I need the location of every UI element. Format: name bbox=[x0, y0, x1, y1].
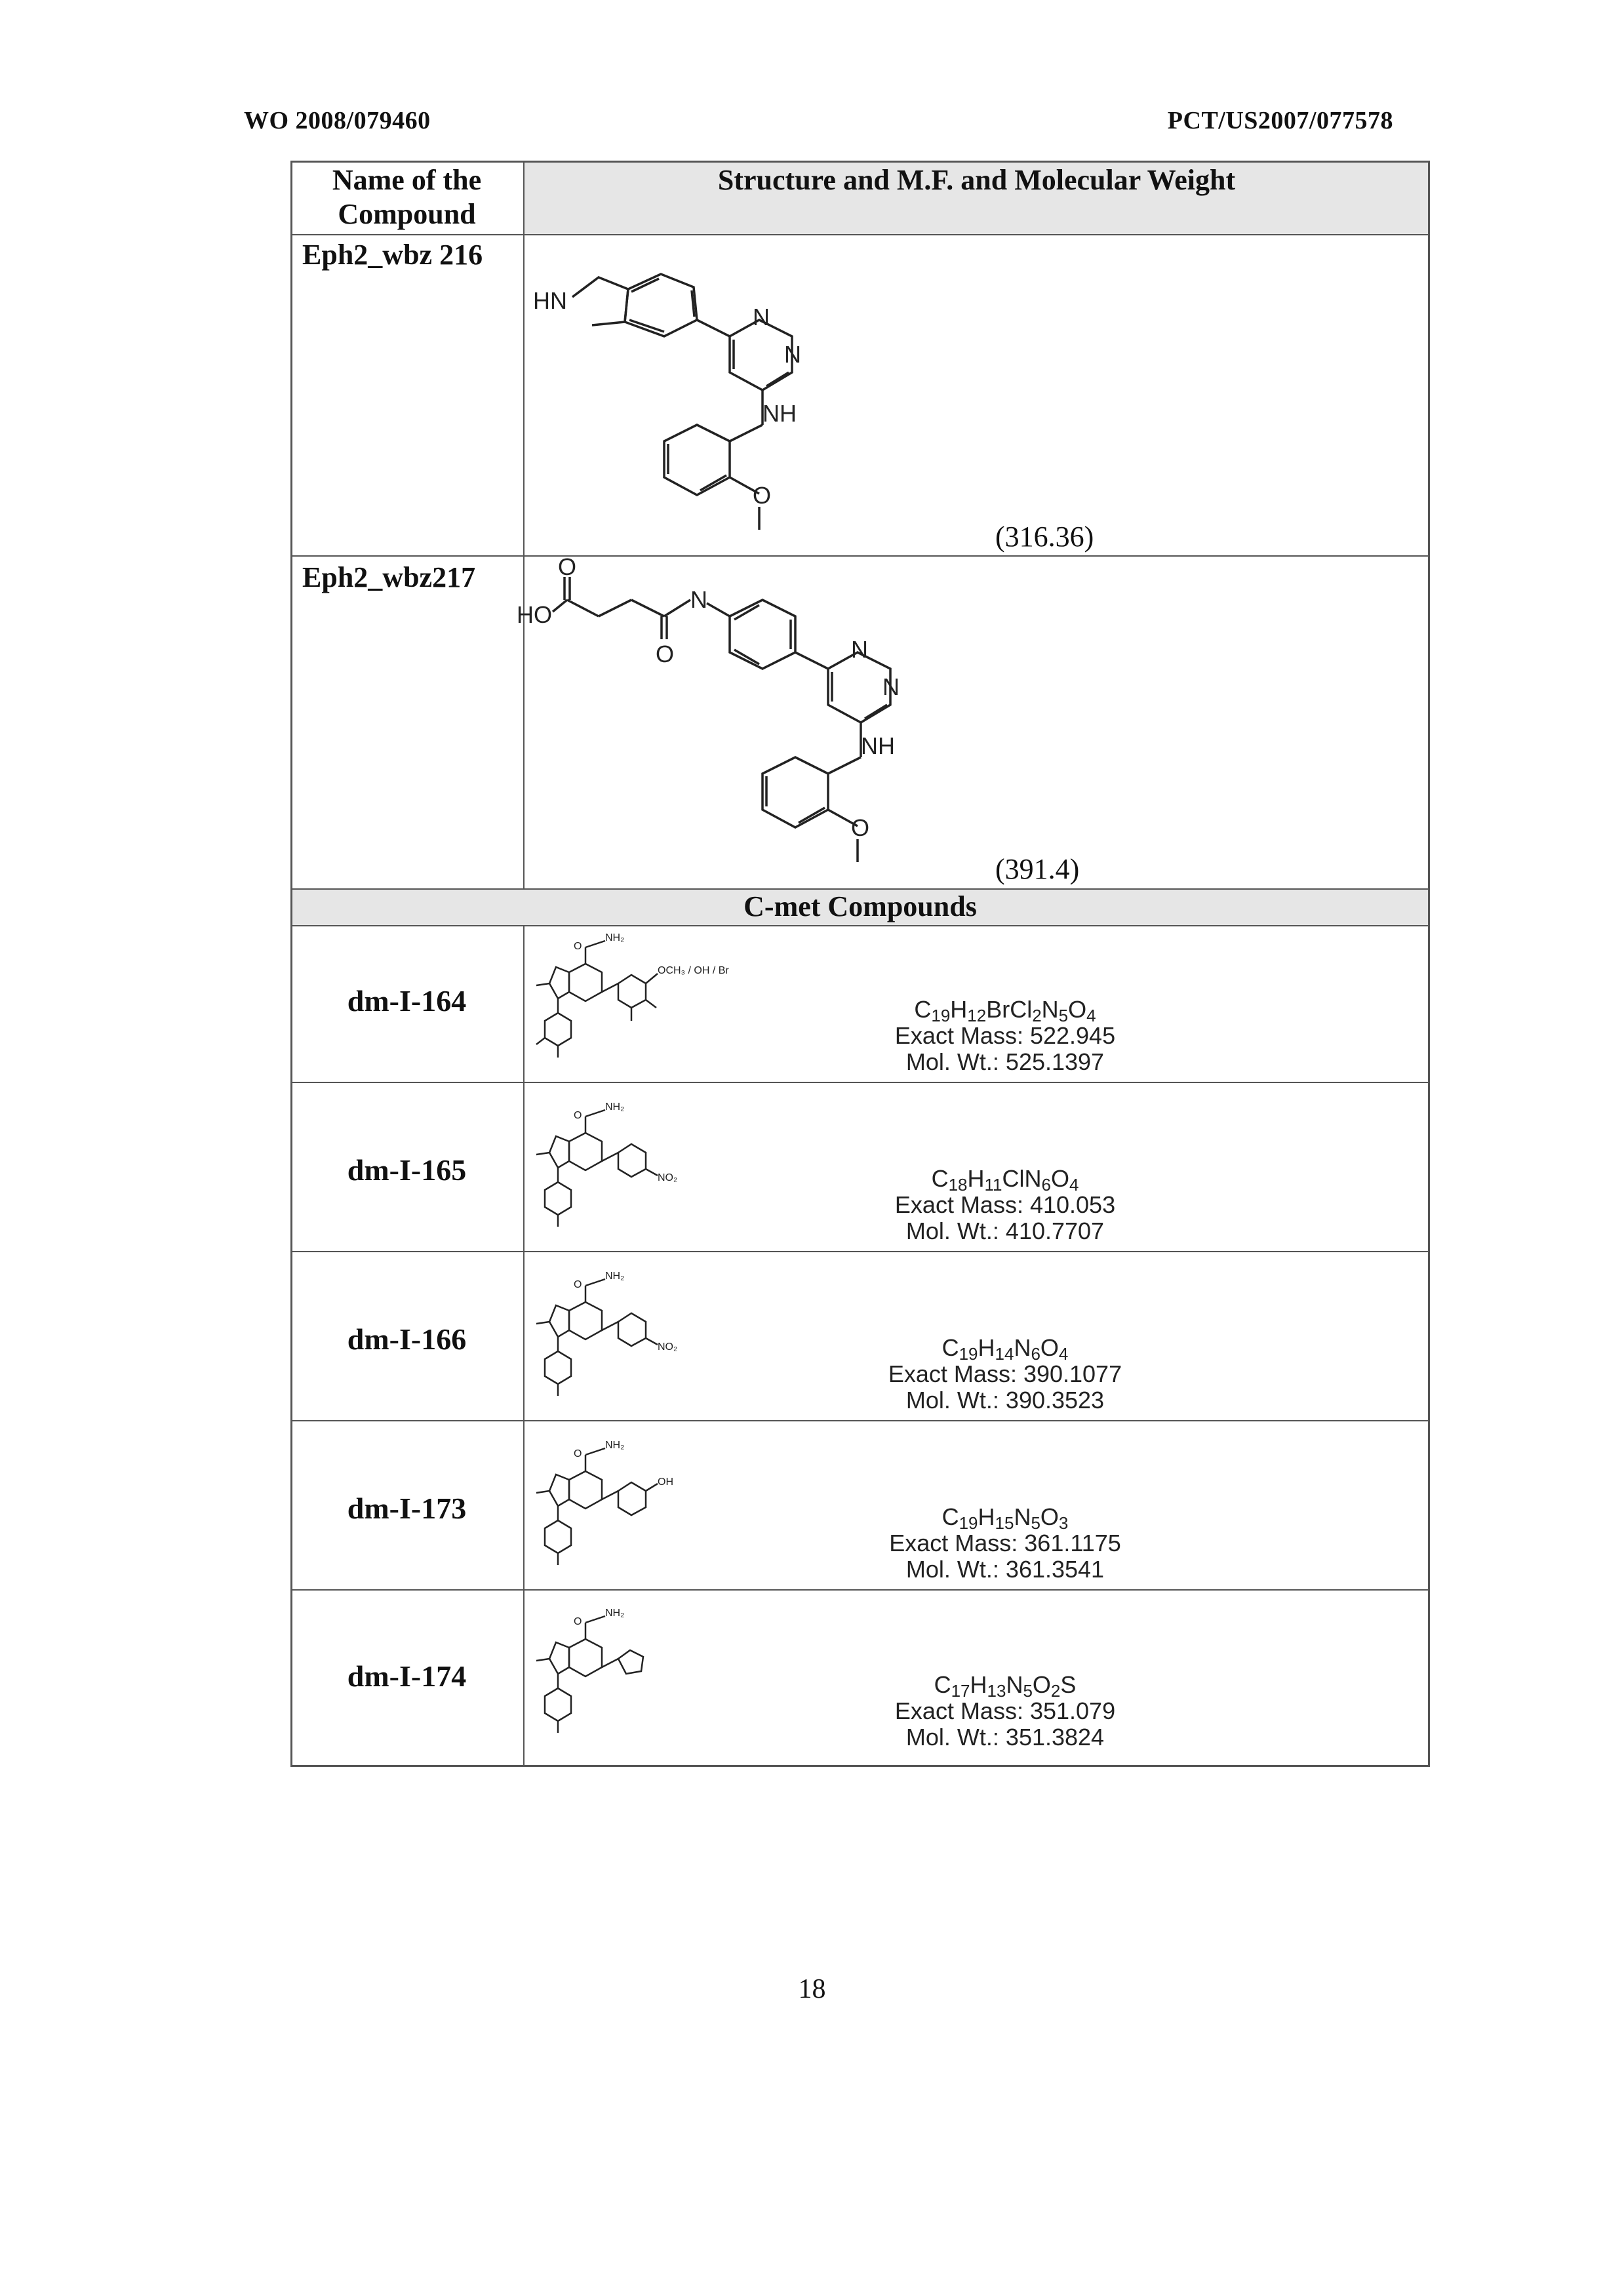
substituent-label: OCH₃ / OH / Br bbox=[658, 965, 729, 976]
compound-table bbox=[290, 161, 1430, 1767]
molecular-formula: $C_{18}H_{11}ClN_6O_4$ bbox=[931, 1165, 1079, 1195]
structure-eph2-wbz217 bbox=[517, 553, 1254, 892]
exact-mass: Exact Mass: 410.053 bbox=[894, 1191, 1116, 1218]
amide-label: NH₂ bbox=[605, 1271, 625, 1282]
amide-label: NH₂ bbox=[605, 1440, 625, 1451]
exact-mass: Exact Mass: 351.079 bbox=[894, 1697, 1116, 1724]
row-line bbox=[290, 1251, 1430, 1252]
section-header-cmet: C-met Compounds bbox=[743, 890, 977, 922]
formula-block bbox=[808, 1504, 1202, 1583]
mol-wt: Mol. Wt.: 361.3541 bbox=[905, 1556, 1105, 1583]
border-left bbox=[290, 161, 292, 1767]
row-line bbox=[290, 1420, 1430, 1421]
structure-dm-I-174 bbox=[533, 1603, 808, 1757]
border-bottom bbox=[290, 1765, 1430, 1767]
row-line bbox=[290, 234, 1430, 235]
atom-label: O bbox=[656, 641, 675, 667]
formula-block bbox=[808, 1335, 1202, 1414]
mol-wt: Mol. Wt.: 525.1397 bbox=[905, 1048, 1105, 1075]
compound-name: dm-I-173 bbox=[347, 1492, 467, 1525]
column-header-structure: Structure and M.F. and Molecular Weight bbox=[717, 164, 1236, 196]
mol-wt: Mol. Wt.: 410.7707 bbox=[905, 1217, 1105, 1244]
molecular-formula: $C_{19}H_{12}BrCl_2N_5O_4$ bbox=[914, 996, 1096, 1025]
amide-label: NH₂ bbox=[605, 932, 625, 943]
exact-mass: Exact Mass: 390.1077 bbox=[888, 1360, 1122, 1387]
atom-label: O bbox=[753, 482, 772, 509]
structure-dm-I-165 bbox=[533, 1097, 808, 1251]
mol-wt: Mol. Wt.: 351.3824 bbox=[905, 1724, 1105, 1751]
border-top bbox=[290, 161, 1430, 163]
amide-label: NH₂ bbox=[605, 1608, 625, 1619]
atom-label: N bbox=[753, 304, 770, 330]
formula-block bbox=[808, 997, 1202, 1075]
structure-dm-I-173 bbox=[533, 1435, 808, 1589]
column-divider-bottom bbox=[523, 925, 525, 1767]
exact-mass: Exact Mass: 522.945 bbox=[894, 1022, 1116, 1049]
carbonyl-o-label: O bbox=[574, 1110, 582, 1121]
molecular-formula: $C_{19}H_{14}N_6O_4$ bbox=[941, 1334, 1069, 1364]
atom-label: NH bbox=[762, 400, 797, 427]
molecular-formula: $C_{17}H_{13}N_5O_2S$ bbox=[934, 1671, 1077, 1701]
compound-name: dm-I-164 bbox=[347, 984, 467, 1018]
atom-label: N bbox=[690, 586, 707, 613]
row-line bbox=[290, 1082, 1430, 1083]
border-right bbox=[1428, 161, 1430, 1767]
atom-label: HN bbox=[533, 287, 567, 314]
carbonyl-o-label: O bbox=[574, 1279, 582, 1290]
carbonyl-o-label: O bbox=[574, 941, 582, 952]
row-line bbox=[290, 925, 1430, 926]
compound-name: dm-I-165 bbox=[347, 1153, 467, 1187]
column-header-name: Name of the Compound bbox=[332, 164, 482, 230]
substituent-label: NO₂ bbox=[658, 1341, 678, 1353]
page-number: 18 bbox=[798, 1974, 826, 2004]
substituent-label: OH bbox=[658, 1476, 673, 1488]
compound-name: dm-I-174 bbox=[347, 1659, 467, 1693]
carbonyl-o-label: O bbox=[574, 1616, 582, 1627]
molecular-weight: (316.36) bbox=[995, 521, 1094, 553]
molecular-weight: (391.4) bbox=[995, 853, 1080, 885]
exact-mass: Exact Mass: 361.1175 bbox=[889, 1530, 1121, 1556]
formula-block bbox=[808, 1672, 1202, 1751]
atom-label: HO bbox=[517, 601, 552, 628]
atom-label: O bbox=[851, 814, 870, 841]
compound-name: Eph2_wbz 216 bbox=[302, 239, 483, 271]
formula-block bbox=[808, 1166, 1202, 1244]
amide-label: NH₂ bbox=[605, 1101, 625, 1113]
row-line bbox=[290, 1589, 1430, 1591]
molecular-formula: $C_{19}H_{15}N_5O_3$ bbox=[941, 1503, 1069, 1533]
atom-label: O bbox=[558, 553, 577, 580]
structure-dm-I-166 bbox=[533, 1266, 808, 1420]
mol-wt: Mol. Wt.: 390.3523 bbox=[905, 1387, 1105, 1414]
carbonyl-o-label: O bbox=[574, 1448, 582, 1459]
compound-name: Eph2_wbz217 bbox=[302, 561, 476, 593]
publication-number: WO 2008/079460 bbox=[244, 107, 431, 134]
column-divider-top bbox=[523, 161, 525, 888]
atom-label: N bbox=[882, 673, 900, 700]
atom-label: NH bbox=[861, 732, 895, 759]
atom-label: N bbox=[851, 636, 868, 663]
atom-label: N bbox=[784, 341, 801, 368]
structure-dm-I-164 bbox=[533, 928, 808, 1082]
structure-eph2-wbz-216 bbox=[533, 238, 1254, 556]
application-number: PCT/US2007/077578 bbox=[1167, 107, 1393, 134]
compound-name: dm-I-166 bbox=[347, 1322, 467, 1356]
substituent-label: NO₂ bbox=[658, 1172, 678, 1183]
